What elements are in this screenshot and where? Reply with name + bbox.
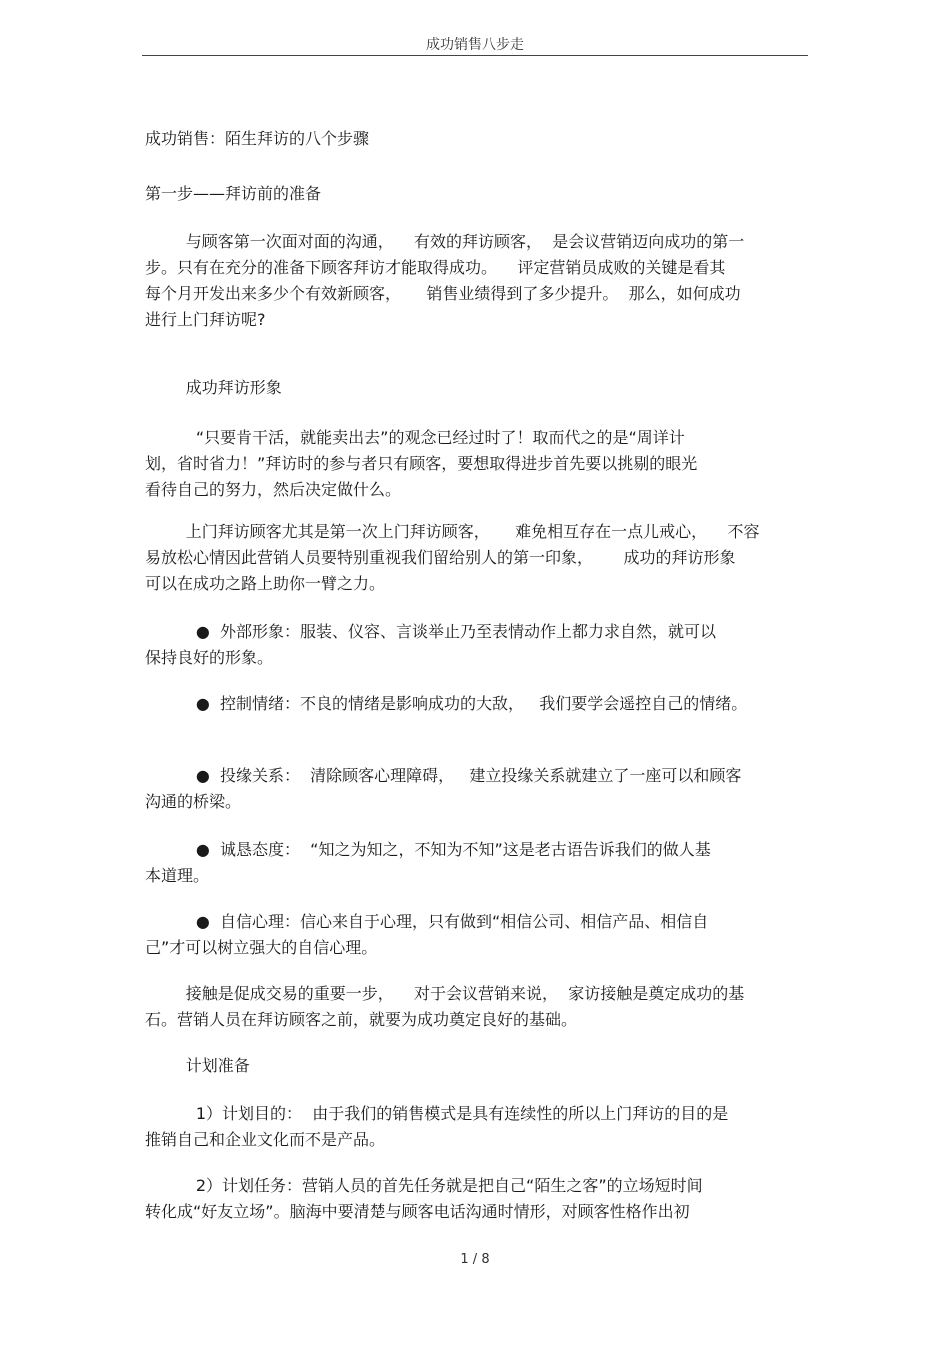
paragraph-line: “只要肯干活，就能卖出去”的观念已经过时了！取而代之的是“周详计: [145, 428, 685, 447]
paragraph-line: 看待自己的努力，然后决定做什么。: [145, 480, 402, 499]
bullet-item-continuation: 沟通的桥梁。: [145, 792, 242, 811]
subheading-visit-image: 成功拜访形象: [145, 378, 282, 397]
bullet-item-confidence: ● 自信心理：信心来自于心理，只有做到“相信公司、相信产品、相信自: [145, 912, 709, 931]
paragraph-line: 与顾客第一次面对面的沟通， 有效的拜访顾客， 是会议营销迈向成功的第一: [145, 232, 745, 251]
document-title: 成功销售：陌生拜访的八个步骤: [145, 129, 370, 148]
numbered-item-continuation: 转化成“好友立场”。脑海中要清楚与顾客电话沟通时情形，对顾客性格作出初: [145, 1202, 690, 1221]
paragraph-line: 接触是促成交易的重要一步， 对于会议营销来说， 家访接触是奠定成功的基: [145, 984, 745, 1003]
paragraph-line: 可以在成功之路上助你一臂之力。: [145, 574, 386, 593]
paragraph-line: 划，省时省力！”拜访时的参与者只有顾客，要想取得进步首先要以挑剔的眼光: [145, 454, 698, 473]
paragraph-line: 上门拜访顾客尤其是第一次上门拜访顾客， 难免相互存在一点儿戒心， 不容: [145, 522, 760, 541]
bullet-item-control-emotion: ● 控制情绪：不良的情绪是影响成功的大敌， 我们要学会遥控自己的情绪。: [145, 694, 748, 713]
section-heading-step-one: 第一步——拜访前的准备: [145, 184, 322, 203]
bullet-item-rapport: ● 投缘关系： 清除顾客心理障碍， 建立投缘关系就建立了一座可以和顾客: [145, 766, 742, 785]
bullet-item-external-image: ● 外部形象：服装、仪容、言谈举止乃至表情动作上都力求自然，就可以: [145, 622, 716, 641]
paragraph-line: 每个月开发出来多少个有效新顾客， 销售业绩得到了多少提升。 那么，如何成功: [145, 284, 741, 303]
paragraph-line: 石。营销人员在拜访顾客之前，就要为成功奠定良好的基础。: [145, 1010, 578, 1029]
running-header-title: 成功销售八步走: [426, 37, 524, 53]
numbered-item-plan-purpose: 1）计划目的： 由于我们的销售模式是具有连续性的所以上门拜访的目的是: [145, 1104, 729, 1123]
paragraph-line: 易放松心情因此营销人员要特别重视我们留给别人的第一印象， 成功的拜访形象: [145, 548, 736, 567]
bullet-item-continuation: 保持良好的形象。: [145, 648, 274, 667]
paragraph-line: 进行上门拜访呢?: [145, 310, 266, 329]
paragraph-line: 步。只有在充分的准备下顾客拜访才能取得成功。 评定营销员成败的关键是看其: [145, 258, 726, 277]
subheading-plan-preparation: 计划准备: [145, 1056, 250, 1075]
bullet-item-sincere-attitude: ● 诚恳态度： “知之为知之，不知为不知”这是老古语告诉我们的做人基: [145, 840, 711, 859]
bullet-item-continuation: 己”才可以树立强大的自信心理。: [145, 938, 378, 957]
numbered-item-continuation: 推销自己和企业文化而不是产品。: [145, 1130, 386, 1149]
bullet-item-continuation: 本道理。: [145, 866, 210, 885]
header-divider: [142, 55, 808, 56]
numbered-item-plan-task: 2）计划任务：营销人员的首先任务就是把自己“陌生之客”的立场短时间: [145, 1176, 703, 1195]
page-number: 1 / 8: [460, 1252, 490, 1267]
